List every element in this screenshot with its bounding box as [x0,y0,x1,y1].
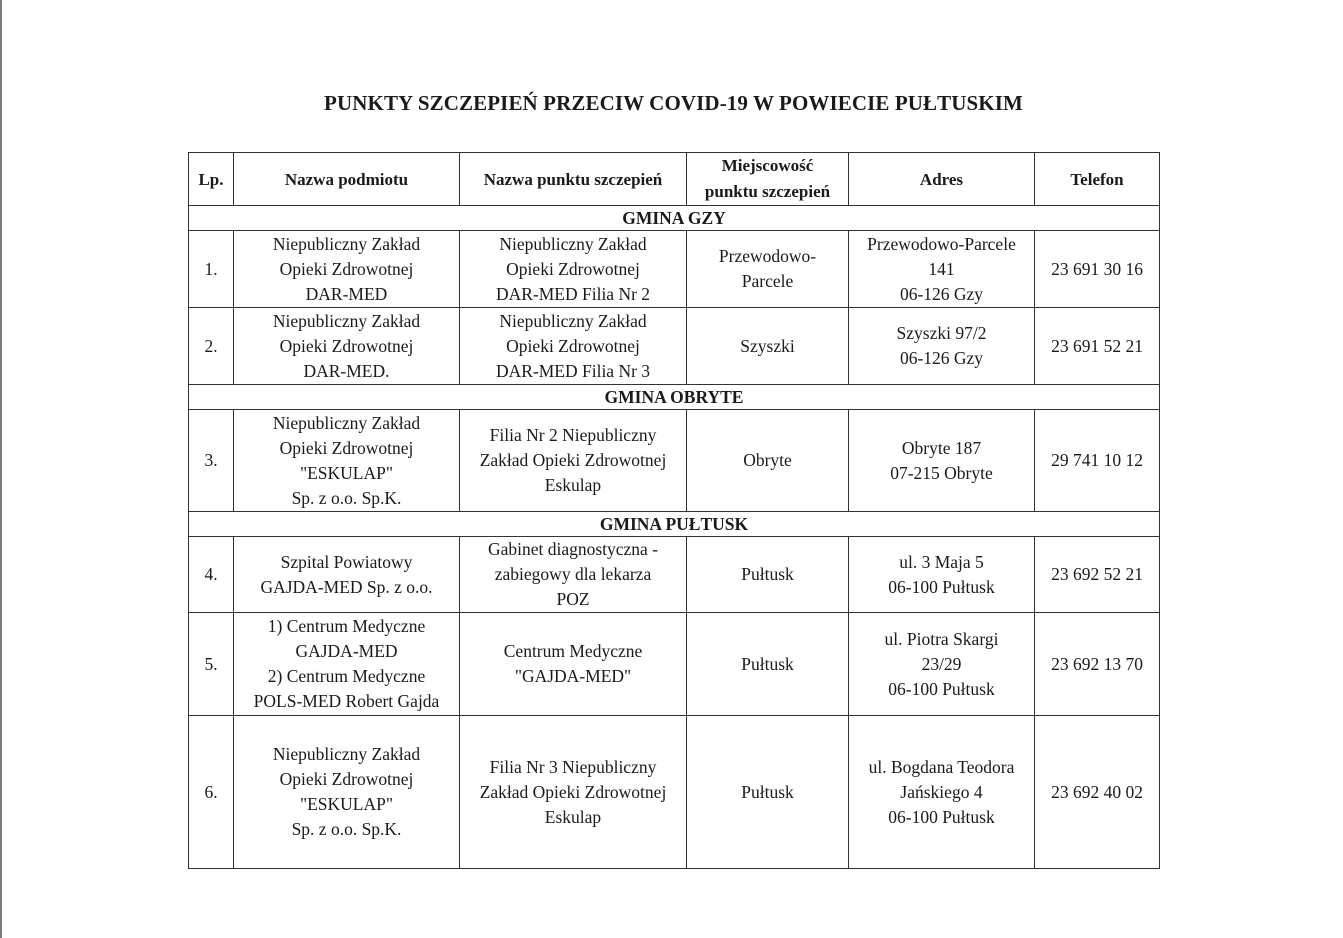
cell-telefon: 23 691 30 16 [1035,231,1160,308]
cell-punkt [460,716,687,869]
page-edge-rule [0,0,2,938]
cell-podmiot-line: "ESKULAP" [299,462,394,483]
cell-telefon: 23 692 52 21 [1035,537,1160,613]
cell-punkt-line: Zakład Opieki Zdrowotnej [479,450,667,470]
cell-adres-line: 141 [928,258,955,279]
cell-miejscowosc-line: Pułtusk [741,653,794,674]
cell-podmiot-line: Niepubliczny Zakład [272,233,421,254]
cell-adres-line: 07-215 Obryte [890,462,993,483]
section-row [189,206,1160,231]
section-heading: GMINA GZY [189,206,1160,231]
cell-adres-line: Szyszki 97/2 [896,323,987,343]
cell-adres-line: 06-126 Gzy [899,348,984,368]
cell-adres-line: Przewodowo-Parcele [867,233,1016,254]
table-row [189,410,1160,512]
cell-podmiot [234,537,460,613]
cell-punkt-line: Zakład Opieki Zdrowotnej [479,781,667,802]
cell-lp: 1. [189,231,234,308]
table-header-row [189,153,1160,206]
cell-podmiot-line: Sp. z o.o. Sp.K. [291,819,402,839]
cell-podmiot-line: 1) Centrum Medyczne [267,616,426,636]
cell-punkt [460,537,687,613]
cell-punkt-line: Opieki Zdrowotnej [506,258,640,279]
cell-miejscowosc [687,308,849,385]
cell-podmiot-line: GAJDA-MED Sp. z o.o. [260,576,433,597]
section-row [189,512,1160,537]
cell-podmiot-line: Szpital Powiatowy [280,551,413,572]
document-title: PUNKTY SZCZEPIEŃ PRZECIW COVID-19 W POWIECIE PUŁTUSKIM [324,91,1023,115]
cell-telefon: 29 741 10 12 [1035,410,1160,512]
cell-punkt [460,613,687,716]
section-heading: GMINA PUŁTUSK [189,512,1160,537]
cell-telefon: 23 691 52 21 [1035,308,1160,385]
cell-adres [849,716,1035,869]
cell-adres-line: Obryte 187 [901,437,982,458]
cell-lp: 5. [189,613,234,716]
cell-punkt-line: Gabinet diagnostyczna - [487,539,659,559]
section-heading: GMINA OBRYTE [189,385,1160,410]
cell-punkt [460,410,687,512]
cell-adres [849,410,1035,512]
cell-miejscowosc [687,410,849,512]
cell-adres [849,613,1035,716]
cell-miejscowosc [687,537,849,613]
cell-adres [849,537,1035,613]
cell-podmiot-line: "ESKULAP" [299,794,394,814]
cell-podmiot-line: Opieki Zdrowotnej [279,769,414,789]
cell-miejscowosc-line: Parcele [741,271,794,291]
cell-punkt-line: Niepubliczny Zakład [499,310,647,331]
cell-adres [849,308,1035,385]
cell-miejscowosc [687,231,849,308]
cell-podmiot [234,613,460,716]
cell-miejscowosc-line: Obryte [743,450,792,470]
cell-miejscowosc-line: Pułtusk [741,564,794,584]
cell-adres-line: 06-100 Pułtusk [888,576,995,597]
cell-adres [849,231,1035,308]
cell-podmiot-line: DAR-MED. [303,360,390,381]
section-row [189,385,1160,410]
cell-adres-line: 06-126 Gzy [899,283,984,304]
header-miejscowosc-line2: punktu szczepień [704,182,831,201]
cell-podmiot-line: Sp. z o.o. Sp.K. [291,487,402,508]
cell-miejscowosc [687,716,849,869]
cell-podmiot [234,308,460,385]
cell-podmiot-line: Niepubliczny Zakład [272,310,421,331]
table-row [189,231,1160,308]
table-row [189,308,1160,385]
cell-punkt-line: Eskulap [544,806,602,827]
cell-punkt-line: DAR-MED Filia Nr 3 [495,360,651,381]
cell-adres-line: 06-100 Pułtusk [888,678,995,699]
cell-punkt-line: Eskulap [544,475,602,495]
cell-punkt-line: zabiegowy dla lekarza [494,564,652,584]
table-row [189,537,1160,613]
header-lp: Lp. [189,153,234,206]
cell-lp: 6. [189,716,234,869]
cell-punkt-line: Niepubliczny Zakład [499,233,647,254]
cell-adres-line: ul. 3 Maja 5 [899,551,984,572]
cell-podmiot-line: POLS-MED Robert Gajda [253,691,440,711]
cell-adres-line: ul. Piotra Skargi [884,628,999,649]
cell-punkt [460,308,687,385]
cell-podmiot-line: GAJDA-MED [295,641,398,661]
cell-lp: 2. [189,308,234,385]
cell-podmiot-line: Opieki Zdrowotnej [279,437,414,458]
cell-adres-line: ul. Bogdana Teodora [868,756,1015,777]
cell-podmiot [234,716,460,869]
vaccination-points-table [188,152,1160,869]
cell-podmiot-line: DAR-MED [305,283,388,304]
cell-punkt-line: DAR-MED Filia Nr 2 [495,283,651,304]
cell-podmiot [234,410,460,512]
cell-podmiot-line: Opieki Zdrowotnej [279,258,414,279]
header-miejscowosc-line1: Miejscowość [721,156,814,175]
cell-podmiot [234,231,460,308]
cell-podmiot-line: Niepubliczny Zakład [272,744,421,764]
cell-adres-line: 23/29 [921,653,962,674]
cell-podmiot-line: Niepubliczny Zakład [272,412,421,433]
cell-telefon: 23 692 40 02 [1035,716,1160,869]
cell-lp: 4. [189,537,234,613]
header-punkt: Nazwa punktu szczepień [460,153,687,206]
cell-punkt [460,231,687,308]
cell-punkt-line: "GAJDA-MED" [514,666,632,686]
cell-miejscowosc [687,613,849,716]
cell-podmiot-line: 2) Centrum Medyczne [267,666,426,686]
cell-miejscowosc-line: Szyszki [740,335,795,356]
table-body [189,206,1160,869]
cell-punkt-line: Filia Nr 2 Niepubliczny [489,425,657,445]
cell-adres-line: Jańskiego 4 [900,781,983,802]
header-miejscowosc [687,153,849,206]
header-telefon: Telefon [1035,153,1160,206]
header-adres: Adres [849,153,1035,206]
cell-adres-line: 06-100 Pułtusk [888,806,995,827]
cell-punkt-line: POZ [556,589,590,609]
cell-punkt-line: Opieki Zdrowotnej [506,335,640,356]
table-row [189,613,1160,716]
cell-punkt-line: Filia Nr 3 Niepubliczny [489,756,657,777]
cell-lp: 3. [189,410,234,512]
header-podmiot: Nazwa podmiotu [234,153,460,206]
cell-podmiot-line: Opieki Zdrowotnej [279,335,414,356]
cell-telefon: 23 692 13 70 [1035,613,1160,716]
cell-miejscowosc-line: Przewodowo- [718,246,817,266]
table-row [189,716,1160,869]
cell-punkt-line: Centrum Medyczne [503,641,643,661]
cell-miejscowosc-line: Pułtusk [741,781,794,802]
